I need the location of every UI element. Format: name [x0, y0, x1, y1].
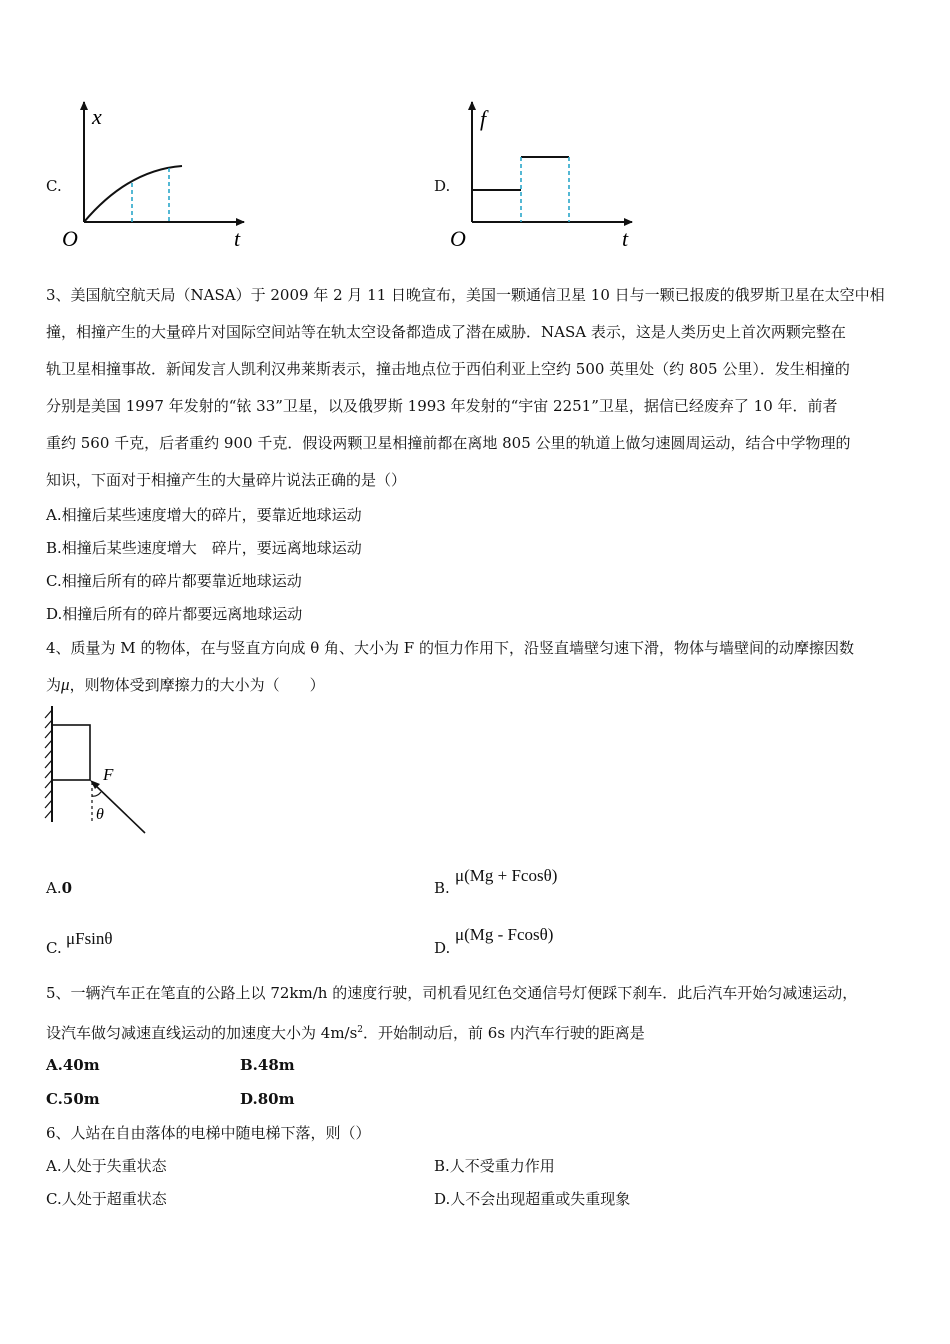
graph-d	[446, 96, 646, 252]
q3-line-4: 分别是美国 1997 年发射的“铱 33”卫星，以及俄罗斯 1993 年发射的“宇宙 2251”卫星，据信已经废弃了 10 年．前者	[46, 397, 838, 415]
graph-d-x-label: t	[622, 226, 629, 251]
q5-line-2: 设汽车做匀减速直线运动的加速度大小为 $4m/s^2$．开始制动后，前 6s 内汽车行驶的距离是	[46, 1024, 645, 1042]
q4-option-c[interactable]: C.	[46, 939, 62, 957]
block	[52, 725, 90, 780]
graph-c-origin: O	[62, 226, 78, 251]
q6-option-a[interactable]: A.人处于失重状态	[46, 1157, 167, 1175]
q3-line-5: 重约 560 千克，后者重约 900 千克．假设两颗卫星相撞前都在离地 805 公里的轨道上做匀速圆周运动，结合中学物理的	[46, 434, 851, 452]
q3-line-2: 撞，相撞产生的大量碎片对国际空间站等在轨太空设备都造成了潜在威胁．NASA 表示，这是人类历史上首次两颗完整在	[46, 323, 846, 341]
q4-line-2-pre: 为	[46, 676, 62, 694]
q3-option-b[interactable]: B.相撞后某些速度增大 碎片，要远离地球运动	[46, 539, 362, 557]
graph-c-curve	[84, 166, 182, 222]
graph-c-x-label: t	[234, 226, 241, 251]
q4-option-b-expr: μ(Mg + Fcosθ)	[455, 866, 558, 885]
q3-option-c[interactable]: C.相撞后所有的碎片都要靠近地球运动	[46, 572, 302, 590]
q4-line-1: 4、质量为 M 的物体，在与竖直方向成 θ 角、大小为 F 的恒力作用下，沿竖直墙壁匀速下滑，物体与墙壁间的动摩擦因数	[46, 639, 854, 657]
q3-line-6: 知识，下面对于相撞产生的大量碎片说法正确的是（）	[46, 471, 407, 489]
graph-c-y-label: x	[92, 104, 102, 129]
q4-option-c-expr: μFsinθ	[66, 929, 113, 948]
graph-c	[58, 96, 258, 252]
graph-c-label: C.	[46, 177, 62, 195]
q4-option-a[interactable]: A.0	[46, 879, 73, 897]
q4-mu: μ	[61, 675, 70, 694]
angle-arc	[92, 792, 101, 796]
q6-line-1: 6、人站在自由落体的电梯中随电梯下落，则（）	[46, 1124, 371, 1142]
q6-option-d[interactable]: D.人不会出现超重或失重现象	[434, 1190, 631, 1208]
q3-option-a[interactable]: A.相撞后某些速度增大的碎片，要靠近地球运动	[46, 506, 362, 524]
q4-option-d-expr: μ(Mg - Fcosθ)	[455, 925, 554, 944]
q4-line-2-post: ，则物体受到摩擦力的大小为（ ）	[69, 676, 325, 694]
graph-d-label: D.	[434, 177, 451, 195]
q3-line-3: 轨卫星相撞事故．新闻发言人凯利汉弗莱斯表示，撞击地点位于西伯利亚上空约 500 英里处（约 805 公里）．发生相撞的	[46, 360, 850, 378]
q5-option-b[interactable]: B.48m	[240, 1056, 295, 1074]
q4-option-b[interactable]: B.	[434, 879, 450, 897]
angle-label: θ	[96, 806, 104, 823]
q5-option-c[interactable]: C.50m	[46, 1090, 100, 1108]
q6-option-b[interactable]: B.人不受重力作用	[434, 1157, 555, 1175]
q4-figure	[40, 700, 160, 840]
q5-line-1: 5、一辆汽车正在笔直的公路上以 72km/h 的速度行驶，司机看见红色交通信号灯便踩下刹车．此后汽车开始匀减速运动，	[46, 984, 858, 1002]
wall-hatch	[45, 710, 52, 818]
force-label: F	[103, 765, 114, 784]
q5-option-a[interactable]: A.40m	[46, 1056, 100, 1074]
graph-d-y-label: f	[480, 106, 487, 131]
q5-option-d[interactable]: D.80m	[240, 1090, 295, 1108]
graph-d-origin: O	[450, 226, 466, 251]
q4-option-d[interactable]: D.	[434, 939, 451, 957]
q4-line-2	[46, 675, 325, 695]
q3-option-d[interactable]: D.相撞后所有的碎片都要远离地球运动	[46, 605, 303, 623]
q3-line-1: 3、美国航空航天局（NASA）于 2009 年 2 月 11 日晚宣布，美国一颗通信卫星 10 日与一颗已报废的俄罗斯卫星在太空中相	[46, 286, 885, 304]
q6-option-c[interactable]: C.人处于超重状态	[46, 1190, 167, 1208]
